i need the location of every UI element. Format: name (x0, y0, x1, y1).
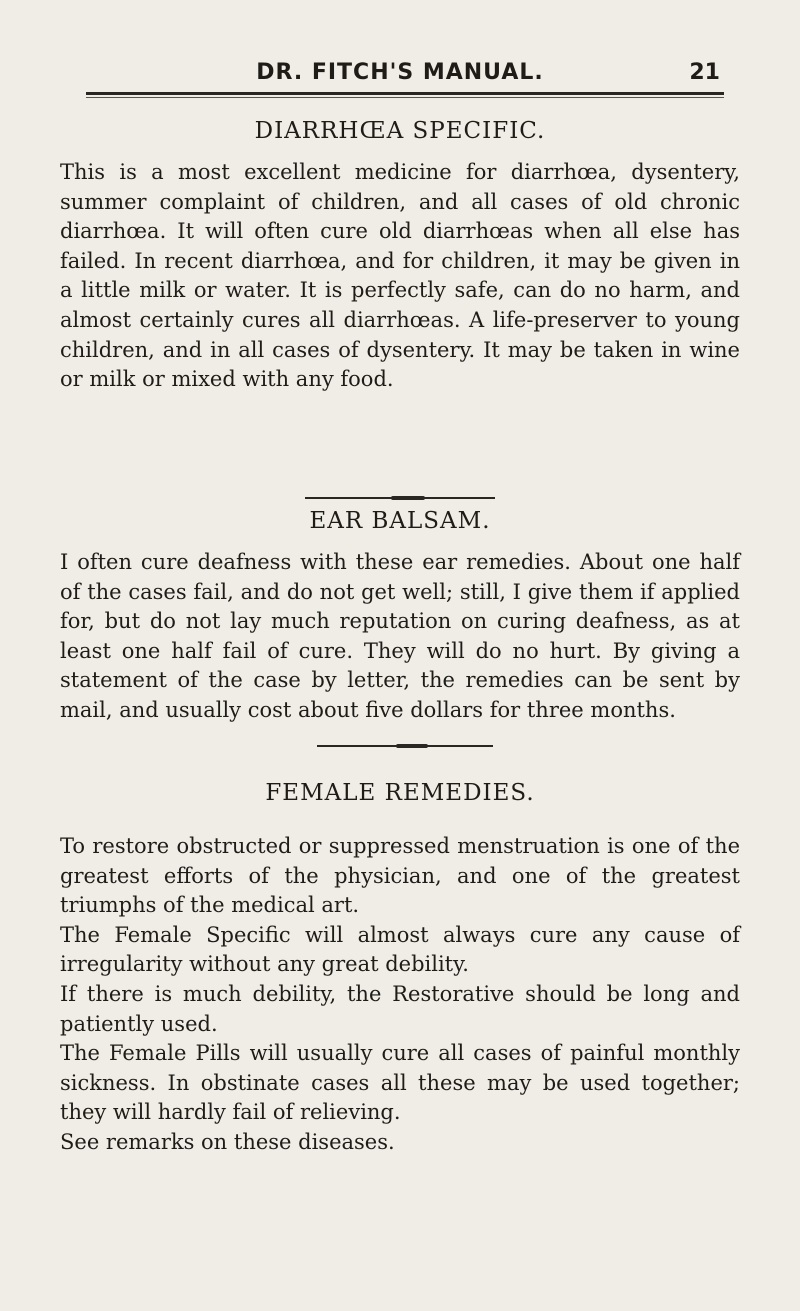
paragraph: To restore obstructed or suppressed menstruation is one of the greatest efforts of the physician, and one of the greatest triumphs of the medical art. (60, 834, 740, 918)
section-diarrhoea-specific (60, 118, 740, 395)
section-divider (305, 497, 495, 499)
running-head (0, 60, 800, 90)
section-title: EAR BALSAM. (309, 508, 491, 534)
section-divider (317, 745, 493, 747)
paragraph: If there is much debility, the Restorative should be long and patiently used. (60, 981, 740, 1036)
section-title: DIARRHŒA SPECIFIC. (254, 118, 546, 144)
header-rule-thin (86, 97, 724, 98)
paragraph: See remarks on these diseases. (60, 1129, 395, 1154)
paragraph: I often cure deafness with these ear remedies. About one half of the cases fail, and do not get well; still, I give them if applied for, but do not lay much reputation on curing deafness, as at least one half fail of cure. They will do no hurt. By giving a statement of the case by letter, the remedies can be sent by mail, and usually cost about five dollars for three months. (60, 550, 740, 722)
paragraph: The Female Pills will usually cure all cases of painful monthly sickness. In obstinate cases all these may be used together; they will hardly fail of relieving. (60, 1041, 740, 1125)
section-title: FEMALE REMEDIES. (265, 780, 535, 806)
paragraph: This is a most excellent medicine for diarrhœa, dysentery, summer complaint of children, and all cases of old chronic diarrhœa. It will often cure old diarrhœas when all else has failed. In recent diarrhœa, and for children, it may be given in a little milk or water. It is perfectly safe, can do no harm, and almost certainly cures all diarrhœas. A life-preserver to young children, and in all cases of dysentery. It may be taken in wine or milk or mixed with any food. (60, 160, 740, 392)
header-rule (86, 92, 724, 95)
page-number: 21 (689, 60, 720, 85)
section-ear-balsam (60, 508, 740, 726)
paragraph: The Female Specific will almost always cure any cause of irregularity without any great debility. (60, 922, 740, 977)
section-female-remedies (60, 780, 740, 1158)
running-head-title: DR. FITCH'S MANUAL. (256, 60, 544, 85)
